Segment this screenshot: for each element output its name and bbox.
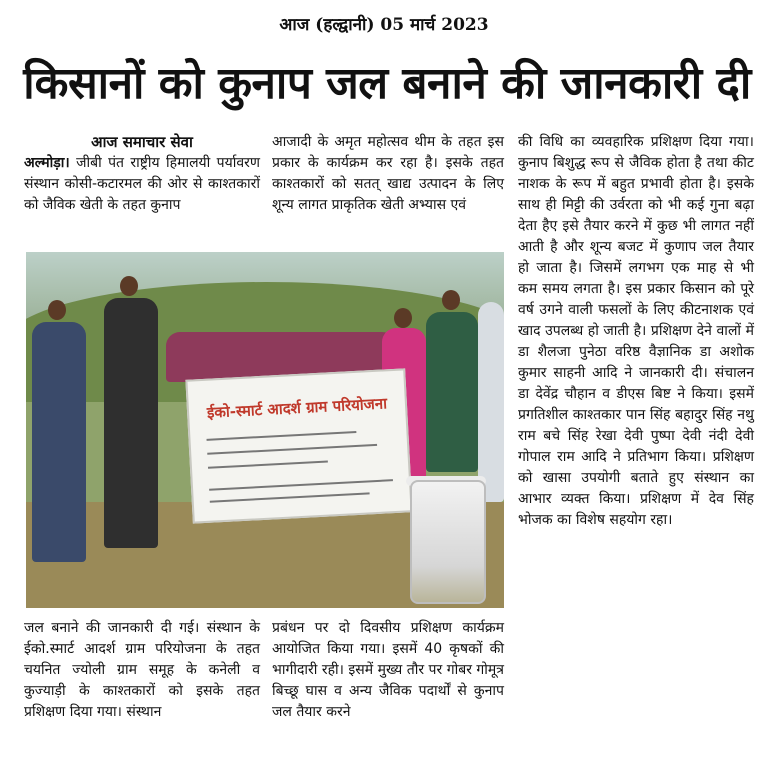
- person-head: [442, 290, 460, 310]
- article-column-2-bottom: [272, 618, 504, 723]
- person-figure: [478, 302, 504, 502]
- dateline: आज (हल्द्वानी) 05 मार्च 2023: [279, 15, 489, 35]
- person-head: [394, 308, 412, 328]
- col1-top-text: जीबी पंत राष्ट्रीय हिमालयी पर्यावरण संस्थान कोसी-कटारमल की ओर से काश्तकारों को जैविक खेती के तहत कुनाप: [24, 155, 260, 213]
- banner-text-line: [207, 444, 377, 455]
- banner-title: ईको-स्मार्ट आदर्श ग्राम परियोजना: [206, 394, 388, 422]
- person-head: [48, 300, 66, 320]
- article-column-2-top: [272, 132, 504, 216]
- banner-text-line: [209, 479, 393, 491]
- person-figure: [32, 322, 86, 562]
- article-column-3: [518, 132, 754, 531]
- article-column-1-top: [24, 132, 260, 216]
- col1-bottom-text: जल बनाने की जानकारी दी गई। संस्थान के ईको.स्मार्ट आदर्श ग्राम परियोजना के तहत चयनित ज्योली ग्राम समूह के कनेली व कुज्याड़ी के काश्तकारों को इसके तहत प्रशिक्षण दिया गया। संस्थान: [24, 620, 260, 720]
- training-banner: [185, 368, 412, 523]
- col2-bottom-text: प्रबंधन पर दो दिवसीय प्रशिक्षण कार्यक्रम आयोजित किया गया। इसमें 40 कृषकों की भागीदारी रही। इसमें मुख्य तौर पर गोबर गोमूत्र बिच्छू घास व अन्य जैविक पदार्थों से कुनाप जल तैयार करने: [272, 620, 504, 720]
- col3-text: की विधि का व्यवहारिक प्रशिक्षण दिया गया। कुनाप बिशुद्ध रूप से जैविक होता है तथा कीट नाशक के रूप में बहुत प्रभावी होता है। इसके साथ ही मिट्टी की उर्वरता को भी कई गुना बढ़ा देता हैए इसे तैयार करने में कुछ भी लागत नहीं आती है और शून्य बजट में कुणाप जल तैयार हो जाता है। जिसमें लगभग एक माह से भी कम समय लगता है। इस प्रकार किसान को पूरे वर्ष उगने वाली फसलों के लिए कीटनाशक एवं खाद उपलब्ध हो जाती है। प्रशिक्षण देने वालों में डा शैलजा पुनेठा वरिष्ठ वैज्ञानिक डा अशोक कुमार साहनी आदि ने जानकारी दी। संचालन डा देवेंद्र चौहान व डीएस बिष्ट ने किया। इसमें प्रगतिशील काश्तकार पान सिंह बहादुर सिंह नथु राम बचे सिंह रेखा देवी पुष्पा देवी नंदी देवी गोपाल राम आदि ने प्रतिभाग किया। प्रशिक्षण को खासा उपयोगी बताते हुए संस्थान का आभार व्यक्त किया। प्रशिक्षण में देव सिंह भोजक का विशेष सहयोग रहा।: [518, 134, 754, 528]
- banner-text-line: [208, 461, 328, 469]
- byline: आज समाचार सेवा: [91, 133, 193, 151]
- headline: किसानों को कुनाप जल बनाने की जानकारी दी: [23, 58, 751, 109]
- lead-place: अल्मोड़ा।: [24, 155, 70, 171]
- news-photo: [26, 252, 504, 608]
- water-drum: [410, 480, 486, 604]
- person-figure: [104, 298, 158, 548]
- person-figure: [426, 312, 478, 472]
- article-column-1-bottom: [24, 618, 260, 723]
- col2-top-text: आजादी के अमृत महोत्सव थीम के तहत इस प्रकार के कार्यक्रम कर रहा है। इसके तहत काश्तकारों को सतत् खाद्य उत्पादन के लिए शून्य लागत प्राकृतिक खेती अभ्यास एवं: [272, 134, 504, 213]
- banner-text-line: [210, 492, 370, 502]
- banner-text-line: [206, 431, 356, 441]
- person-head: [120, 276, 138, 296]
